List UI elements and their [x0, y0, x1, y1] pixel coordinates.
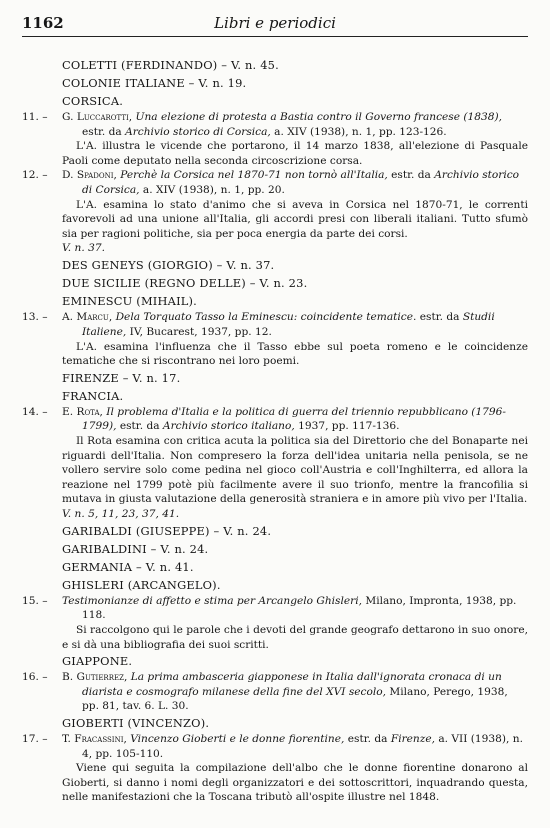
entry-14 — [22, 405, 528, 434]
entry-author: D. Spadoni, — [62, 169, 117, 182]
bibliography-list — [22, 56, 528, 805]
entry-number: 16. – — [22, 671, 48, 684]
entry-number: 13. – — [22, 311, 48, 324]
head-due-sicilie: DUE SICILIE (REGNO DELLE) – V. n. 23. — [62, 276, 308, 291]
entry-source: estr. da — [391, 169, 431, 182]
entry-title: Testimonianze di affetto e stima per Arcangelo Ghisleri, — [62, 594, 362, 607]
head-germania: GERMANIA – V. n. 41. — [62, 559, 194, 574]
entry-17 — [22, 732, 528, 761]
head-garibaldi: GARIBALDI (GIUSEPPE) – V. n. 24. — [62, 523, 272, 538]
head-corsica: CORSICA. — [62, 94, 124, 108]
head-coletti: COLETTI (FERDINANDO) – V. n. 45. — [62, 58, 279, 72]
entry-title: La prima ambasceria giapponese in Italia dall'ignorata cronaca di un diarista e cosmografo milanese della fine del XVI secolo, — [82, 671, 502, 698]
entry-16 — [22, 670, 528, 714]
entry-15 — [22, 594, 528, 623]
entry-number: 12. – — [22, 169, 48, 182]
entry-17-abstract: Viene qui seguita la compilazione dell'albo che le donne fiorentine donarono al Gioberti, si danno i nomi degli organizzatori e dei sottoscrittori, inquadrando questa, nelle manifestazioni che la Toscana tributò all'ospite illustre nel 1848. — [62, 762, 528, 804]
running-title: Libri e periodici — [214, 14, 336, 32]
entry-details: Milano, Perego, 1938, pp. 81, tav. 6. L. 30. — [82, 685, 508, 713]
entry-title: Il problema d'Italia e la politica di guerra del triennio repubblicano (1796-1799), — [82, 405, 506, 433]
entry-author: G. Luccarotti, — [62, 111, 133, 123]
entry-details: Milano, Impronta, 1938, pp. 118. — [82, 594, 517, 622]
head-colonie-italiane: COLONIE ITALIANE – V. n. 19. — [62, 76, 247, 90]
entry-number: 15. – — [22, 594, 48, 607]
entry-journal: Studii Italiene, — [82, 311, 495, 338]
entry-12-abstract: L'A. esamina lo stato d'animo che si aveva in Corsica nel 1870-71, le correnti favorevoli ad una unione all'Italia, gli accordi presi con liberali italiani. Tutto sfumò sia per ragioni politiche, sia per poca energia da parte dei corsi. — [62, 198, 528, 240]
entry-12 — [22, 168, 528, 197]
entry-title: Perchè la Corsica nel 1870-71 non tornò all'Italia, — [120, 169, 388, 182]
entry-13-abstract: L'A. esamina l'influenza che il Tasso ebbe sul poeta romeno e le coincidenze tematiche che si riscontrano nei loro poemi. — [62, 340, 528, 368]
head-des-geneys: DES GENEYS (GIORGIO) – V. n. 37. — [62, 258, 275, 273]
head-giappone: GIAPPONE. — [62, 654, 133, 669]
entry-title: Dela Torquato Tasso la Eminescu: coincidente tematice. — [115, 311, 417, 324]
entry-author: A. Marcu, — [62, 311, 113, 324]
entry-journal: Archivio storico italiano, — [162, 420, 295, 433]
entry-number: 11. – — [22, 111, 48, 123]
entry-author: T. Fracassini, — [62, 733, 127, 746]
entry-journal: Firenze, — [390, 733, 435, 746]
entry-source: estr. da — [119, 420, 160, 433]
running-header — [22, 16, 528, 42]
entry-14-abstract: Il Rota esamina con critica acuta la politica sia del Direttorio che del Bonaparte nei riguardi dell'Italia. Non compresero la forza dell'idea unitaria nella penisola, se ne vollero servire solo come pedina nel gioco coll'Austria e coll'Inghilterra, ed allora la reazione nel 1799 potè più facilmente avere il suo trionfo, mentre la francofilia si mutava in giusta valutazione della generosità straniera e in amore più vivo per l'Italia. — [62, 434, 528, 506]
entry-details: a. XIV (1938), n. 1, pp. 123-126. — [274, 125, 447, 138]
head-eminescu: EMINESCU (MIHAIL). — [62, 294, 197, 309]
entry-journal: Archivio storico di Corsica, — [125, 125, 271, 138]
entry-source: estr. da — [419, 311, 460, 324]
entry-14-see-also: V. n. 5, 11, 23, 37, 41. — [62, 507, 180, 520]
entry-source: estr. da — [82, 125, 122, 138]
page-number: 1162 — [22, 14, 64, 32]
head-gioberti: GIOBERTI (VINCENZO). — [62, 716, 210, 731]
entry-number: 17. – — [22, 733, 48, 746]
entry-details: 1937, pp. 117-136. — [298, 420, 400, 433]
entry-details: IV, Bucarest, 1937, pp. 12. — [129, 325, 272, 338]
head-firenze: FIRENZE – V. n. 17. — [62, 370, 181, 385]
head-ghisleri: GHISLERI (ARCANGELO). — [62, 577, 221, 592]
entry-11 — [22, 110, 528, 139]
header-rule — [22, 36, 528, 37]
entry-title: Una elezione di protesta a Bastia contro il Governo francese (1838), — [135, 111, 502, 123]
entry-source: estr. da — [347, 733, 388, 746]
entry-12-see-also: V. n. 37. — [62, 242, 105, 255]
entry-details: a. VII (1938), n. 4, pp. 105-110. — [82, 733, 523, 760]
entry-15-abstract: Si raccolgono qui le parole che i devoti del grande geografo dettarono in suo onore, e si dà una bibliografia dei suoi scritti. — [62, 624, 528, 651]
head-francia: FRANCIA. — [62, 388, 124, 403]
entry-details: a. XIV (1938), n. 1, pp. 20. — [142, 183, 285, 196]
entry-11-abstract: L'A. illustra le vicende che portarono, il 14 marzo 1838, all'elezione di Pasquale Paoli come deputato nella seconda circoscrizione corsa. — [62, 140, 528, 167]
entry-author: E. Rota, — [62, 405, 103, 418]
entry-13 — [22, 310, 528, 339]
entry-author: B. Gutierrez, — [62, 671, 128, 684]
entry-title: Vincenzo Gioberti e le donne fiorentine, — [130, 733, 345, 746]
head-garibaldini: GARIBALDINI – V. n. 24. — [62, 541, 209, 556]
entry-journal: Archivio storico di Corsica, — [82, 169, 520, 196]
entry-number: 14. – — [22, 405, 48, 418]
